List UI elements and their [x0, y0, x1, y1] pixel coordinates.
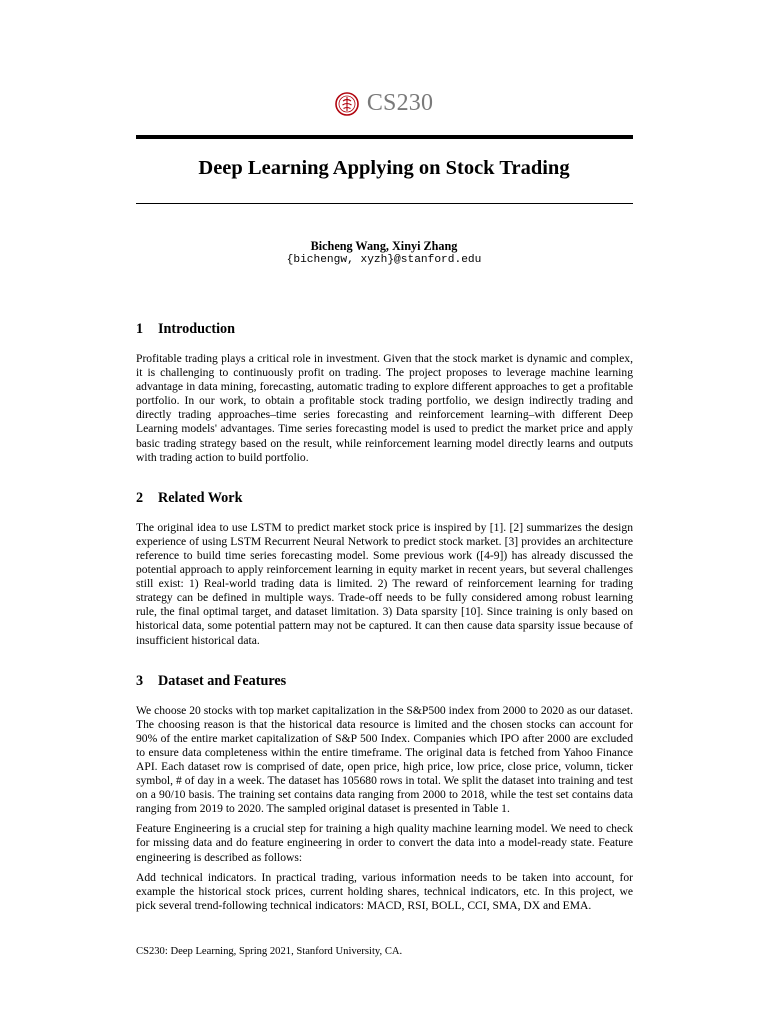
page-footer: CS230: Deep Learning, Spring 2021, Stanford University, CA.	[136, 946, 403, 957]
section-title: Dataset and Features	[158, 672, 287, 689]
paragraph: We choose 20 stocks with top market capitalization in the S&P500 index from 2000 to 2020 as our dataset. The choosing reason is that the historical data resource is limited and the chosen stocks can account for 90% of the entire market capitalization of S&P 500 Index. Companies which IPO after 2000 are excluded to ensure data completeness within the entire timeframe. The original data is fetched from Yahoo Finance API. Each dataset row is comprised of date, open price, high price, low price, close price, volumn, ticker symbol, # of day in a week. The dataset has 105680 rows in total. We split the dataset into training and test on a 90/10 basis. The training set contains data ranging from 2000 to 2018, while the test set contains data ranging from 2019 to 2020. The sampled original dataset is presented in Table 1.	[136, 703, 633, 816]
course-header	[0, 90, 768, 117]
paragraph: Feature Engineering is a crucial step for training a high quality machine learning model. We need to check for missing data and do feature engineering in order to convert the data into a model-ready state. Feature engineering is described as follows:	[136, 822, 633, 864]
paper-body	[136, 318, 633, 913]
paragraph: The original idea to use LSTM to predict market stock price is inspired by [1]. [2] summarizes the design experience of using LSTM Recurrent Neural Network to predict stock market. [3] provides an architecture reference to build time series forecasting model. Some previous work ([4-9]) has already discussed the potential approach to apply reinforcement learning in equity market in recent years, but several challenges still exist: 1) Real-world trading data is limited. 2) The reward of reinforcement learning for trading strategy can be defined in multiple ways. Trade-off needs to be fully considered among robust learning rule, the final optimal target, and dataset limitation. 3) Data sparsity [10]. Since training is only based on historical data, some potential pattern may not be captured. It can then cause data sparsity issue because of insufficient historical data.	[136, 520, 633, 647]
paragraph: Add technical indicators. In practical trading, various information needs to be taken into account, for example the historical stock prices, current holding shares, technical indicators, etc. In this project, we pick several trend-following technical indicators: MACD, RSI, BOLL, CCI, SMA, DX and EMA.	[136, 870, 633, 912]
section-heading-related-work	[136, 487, 633, 509]
section-number: 1	[136, 321, 144, 337]
title-bottom-rule	[136, 203, 633, 204]
paper-title: Deep Learning Applying on Stock Trading	[198, 157, 570, 179]
section-number: 2	[136, 489, 144, 506]
section-number: 3	[136, 672, 144, 689]
stanford-seal-icon	[335, 92, 359, 116]
title-top-rule	[136, 135, 633, 139]
section-heading-introduction	[136, 318, 633, 340]
section-title: Related Work	[158, 489, 243, 506]
section-heading-dataset-and-features	[136, 670, 633, 692]
paper-authors: Bicheng Wang, Xinyi Zhang	[310, 239, 458, 253]
course-name: CS230	[366, 90, 434, 116]
section-title: Introduction	[158, 321, 235, 337]
paragraph: Profitable trading plays a critical role in investment. Given that the stock market is dynamic and complex, it is challenging to continuously profit on trading. The project proposes to leverage machine learning advantage in data mining, forecasting, automatic trading to explore different approaches to get a profitable portfolio. In our work, to obtain a profitable stock trading portfolio, we design indirectly trading and directly trading approaches–time series forecasting and reinforcement learning–with different Deep Learning models' advantages. Time series forecasting model is used to predict the market price and apply basic trading strategy based on the result, while reinforcement learning model directly learns and outputs with trading action to build portfolio.	[136, 352, 633, 464]
author-emails: {bichengw, xyzh}@stanford.edu	[286, 254, 482, 266]
